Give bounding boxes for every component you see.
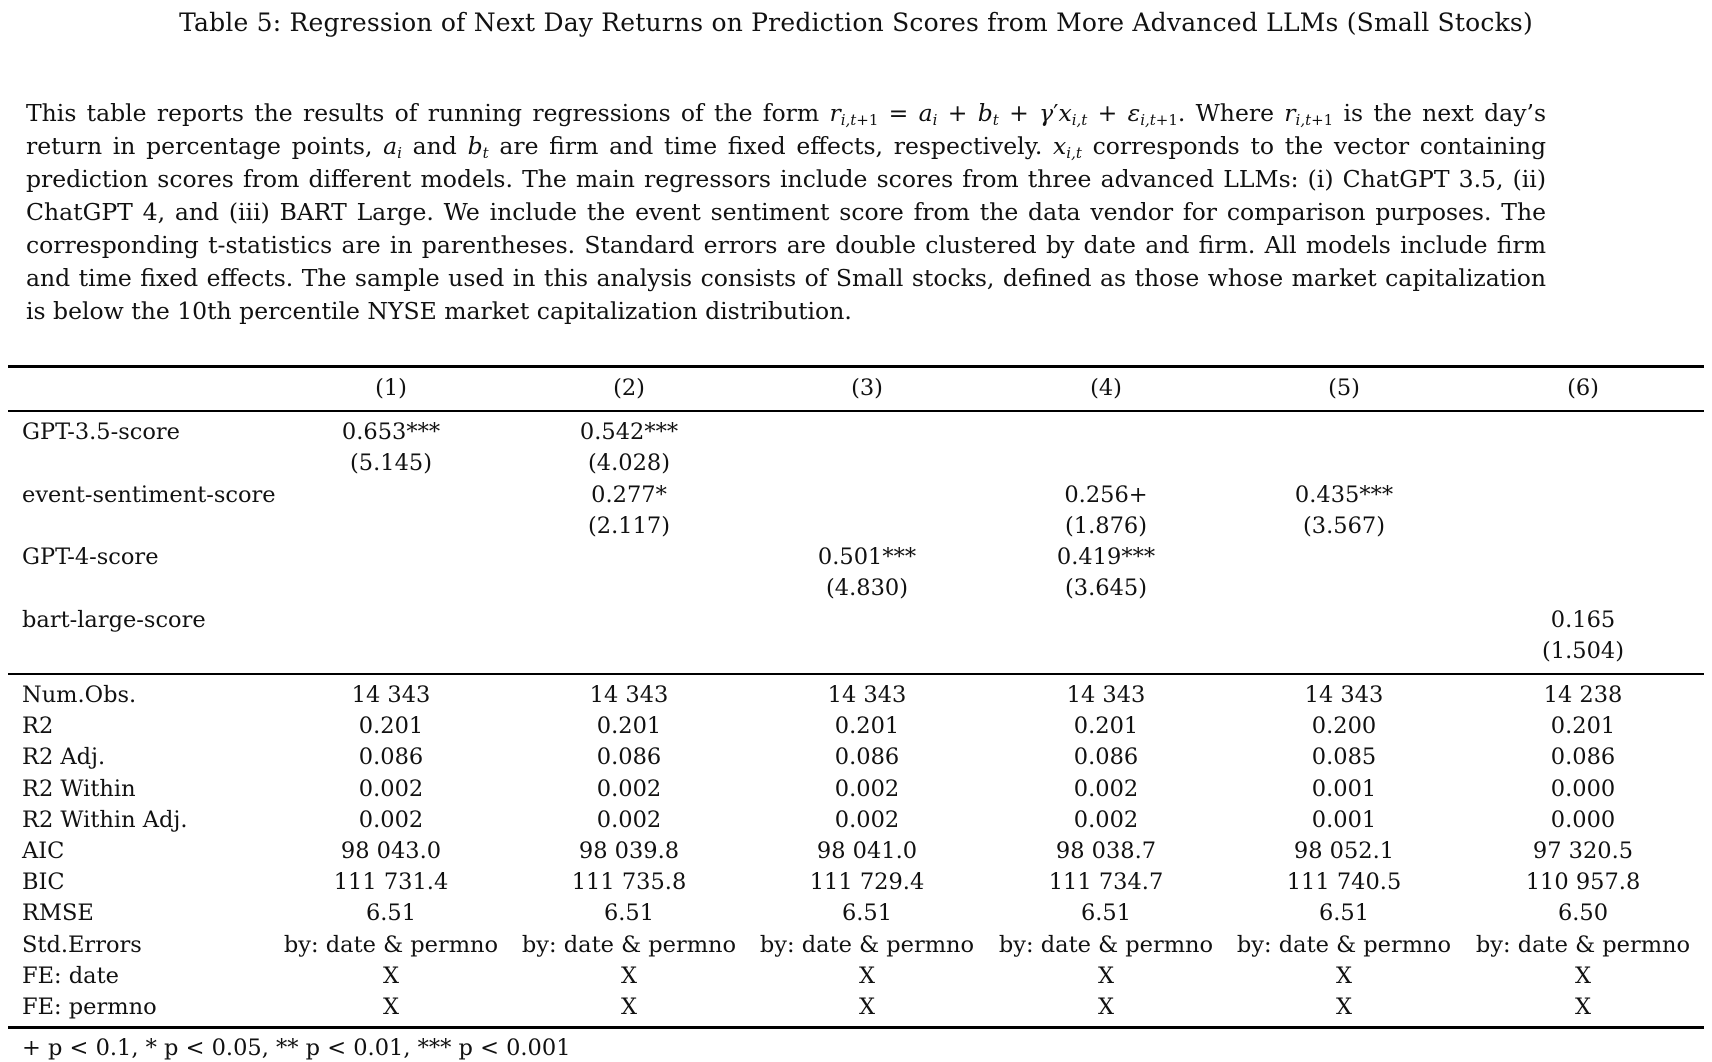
table-title: Table 5: Regression of Next Day Returns on Prediction Scores from More Advanced LLMs (Small Stocks) [179,8,1533,37]
stat-label: Num.Obs. [22,682,137,708]
stat-value: 0.201 [1073,713,1139,740]
stat-value: 14 343 [1304,682,1384,708]
t-statistic: (2.117) [588,513,670,539]
stat-label: R2 Within [22,775,136,802]
stat-value: 0.002 [358,775,424,802]
stat-value: 111 734.7 [1048,869,1164,896]
midrule [8,673,1704,675]
stat-value: X [1574,962,1592,989]
stat-label: R2 [22,713,54,740]
stat-value: by: date & permno [1236,931,1452,958]
column-header: (4) [1090,375,1122,401]
stat-value: 98 041.0 [816,838,918,864]
top-rule [8,365,1704,368]
stat-value: by: date & permno [521,931,737,958]
coef-estimate: 0.277* [591,482,667,508]
stat-value: 0.201 [358,713,424,740]
stat-value: 98 052.1 [1293,838,1395,864]
stat-value: 6.51 [1080,900,1132,927]
stat-label: FE: permno [22,994,157,1020]
stat-value: 6.51 [365,900,417,927]
stat-value: by: date & permno [998,931,1214,958]
stat-value: 14 238 [1543,682,1623,708]
stat-value: 0.002 [596,806,662,833]
coef-label: event-sentiment-score [22,482,276,508]
stat-value: 0.201 [596,713,662,740]
stat-value: 111 729.4 [809,869,925,896]
stat-value: 0.086 [1073,744,1139,771]
stat-value: 0.086 [834,744,900,771]
bottom-rule [8,1026,1704,1029]
stat-value: 6.51 [841,900,893,927]
column-header: (1) [375,375,407,401]
stat-value: 98 043.0 [340,838,442,864]
stat-value: X [382,962,400,989]
stat-value: 97 320.5 [1532,838,1634,864]
coef-estimate: 0.419*** [1056,544,1156,570]
stat-value: 14 343 [589,682,669,708]
stat-value: X [1097,994,1115,1020]
stat-value: 0.001 [1311,806,1377,833]
t-statistic: (3.645) [1065,575,1147,601]
stat-value: 0.085 [1311,744,1377,771]
stat-value: 0.002 [834,806,900,833]
stat-value: X [382,994,400,1020]
t-statistic: (4.830) [826,575,908,601]
table-description: This table reports the results of running regressions of the form $r_{i,t+1} = a_i + b_t + \gamma'x_{i,t} + \varepsilon_{i,t+1}$. Where $r_{i,t+1}$ is the next day’s return in percentage points, $a_i$ and $b_t$ are firm and time fixed effects, respectively. $x_{i,t}$ corresponds to the vector containing prediction scores from different models. The main regressors include scores from three advanced LLMs: (i) ChatGPT 3.5, (ii) ChatGPT 4, and (iii) BART Large. We include the event sentiment score from the data vendor for comparison purposes. The corresponding t-statistics are in parentheses. Standard errors are double clustered by date and firm. All models include firm and time fixed effects. The sample used in this analysis consists of Small stocks, defined as those whose market capitalization is below the 10th percentile NYSE market capitalization distribution. [26,99,1547,325]
significance-footnote: + p < 0.1, * p < 0.05, ** p < 0.01, *** p < 0.001 [22,1035,571,1061]
stat-label: R2 Adj. [22,744,106,771]
column-header: (2) [613,375,645,401]
column-header: (6) [1567,375,1599,401]
stat-label: Std.Errors [22,931,142,958]
stat-value: 0.000 [1550,806,1616,833]
header-rule [8,410,1704,412]
column-header: (3) [851,375,883,401]
coef-estimate: 0.542*** [579,419,679,445]
stat-value: 110 957.8 [1525,869,1641,896]
stat-value: X [858,994,876,1020]
stat-value: 0.002 [358,806,424,833]
description-text: This table reports the results of running regressions of the form [26,99,830,127]
regression-formula: $r_{i,t+1} = a_i + b_t + \gamma'x_{i,t} + \varepsilon_{i,t+1}$ [829,99,1178,129]
stat-value: 111 740.5 [1286,869,1402,896]
stat-value: 98 039.8 [578,838,680,864]
stat-value: by: date & permno [1475,931,1691,958]
stat-value: 6.50 [1557,900,1609,927]
stat-value: 0.002 [1073,775,1139,802]
stat-value: X [1574,994,1592,1020]
stat-value: 0.201 [1550,713,1616,740]
stat-value: 0.001 [1311,775,1377,802]
stat-value: 0.200 [1311,713,1377,740]
coef-label: GPT-3.5-score [22,419,180,445]
stat-value: 111 735.8 [571,869,687,896]
coef-estimate: 0.653*** [341,419,441,445]
coef-estimate: 0.256+ [1064,482,1148,508]
stat-value: X [858,962,876,989]
stat-value: 14 343 [1066,682,1146,708]
stat-value: X [1335,962,1353,989]
stat-value: 0.086 [358,744,424,771]
t-statistic: (1.876) [1065,513,1147,539]
stat-value: X [620,962,638,989]
stat-label: R2 Within Adj. [22,806,188,833]
coef-label: bart-large-score [22,607,206,633]
t-statistic: (3.567) [1303,513,1385,539]
t-statistic: (4.028) [588,450,670,476]
coef-estimate: 0.165 [1550,607,1616,633]
stat-label: FE: date [22,962,119,989]
coef-estimate: 0.501*** [817,544,917,570]
stat-label: RMSE [22,900,94,927]
t-statistic: (5.145) [350,450,432,476]
coef-estimate: 0.435*** [1294,482,1394,508]
stat-value: 0.201 [834,713,900,740]
stat-value: by: date & permno [759,931,975,958]
stat-value: by: date & permno [283,931,499,958]
stat-value: 0.002 [596,775,662,802]
stat-value: 6.51 [1318,900,1370,927]
stat-value: X [1097,962,1115,989]
coef-label: GPT-4-score [22,544,159,570]
column-header: (5) [1328,375,1360,401]
stat-value: 14 343 [351,682,431,708]
stat-value: 0.000 [1550,775,1616,802]
stat-value: 0.086 [596,744,662,771]
stat-value: 98 038.7 [1055,838,1157,864]
stat-label: BIC [22,869,65,896]
stat-value: 0.086 [1550,744,1616,771]
stat-value: 6.51 [603,900,655,927]
stat-value: 14 343 [827,682,907,708]
stat-value: 0.002 [834,775,900,802]
t-statistic: (1.504) [1542,638,1624,664]
stat-value: 111 731.4 [333,869,449,896]
stat-value: X [620,994,638,1020]
stat-label: AIC [22,838,65,864]
stat-value: X [1335,994,1353,1020]
stat-value: 0.002 [1073,806,1139,833]
